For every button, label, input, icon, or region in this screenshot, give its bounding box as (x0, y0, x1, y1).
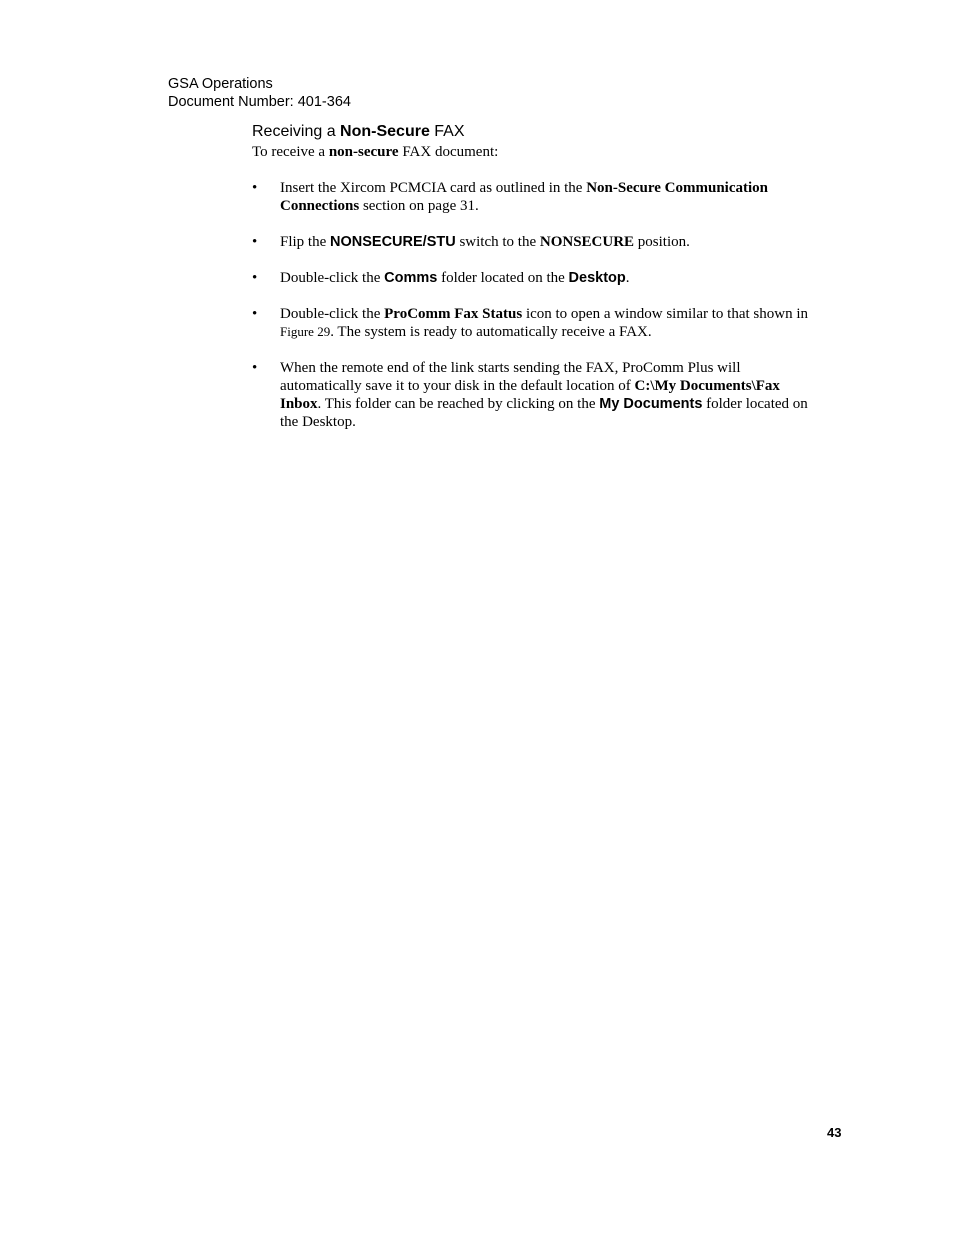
item-text: When the remote end of the link starts sending the FAX, ProComm Plus will automatically save it to your disk in the default location of (280, 360, 741, 394)
intro-text (252, 143, 498, 161)
item-text: Insert the Xircom PCMCIA card as outlined in the (280, 180, 587, 196)
figure-reference: Figure 29 (280, 324, 331, 339)
item-bold: Desktop (568, 270, 626, 286)
header-org: GSA Operations (168, 76, 273, 92)
bullet-icon: • (252, 234, 258, 250)
list-item (252, 305, 812, 341)
section-title-prefix: Receiving a (252, 123, 341, 140)
item-text: position. (634, 234, 690, 250)
section-title-suffix: FAX (429, 123, 465, 140)
header-document-number: Document Number: 401-364 (168, 94, 351, 110)
intro-prefix: To receive a (252, 144, 329, 160)
item-bold: NONSECURE/STU (330, 234, 456, 250)
item-text: section on page 31. (359, 198, 479, 214)
instruction-list (252, 179, 812, 449)
page-header (168, 75, 351, 111)
list-item (252, 269, 812, 287)
item-text: icon to open a window similar to that shown in (522, 306, 808, 322)
item-text: switch to the (455, 234, 540, 250)
item-text: . This folder can be reached by clicking on the (317, 396, 600, 412)
bullet-icon: • (252, 180, 258, 196)
item-text: folder located on the (437, 270, 569, 286)
bullet-icon: • (252, 306, 258, 322)
item-bold: NONSECURE (539, 234, 635, 250)
item-text: Double-click the (280, 270, 385, 286)
bullet-icon: • (252, 360, 258, 376)
section-title-bold: Non-Secure (340, 123, 430, 140)
list-item (252, 359, 812, 431)
item-text: . The system is ready to automatically receive a FAX. (330, 324, 652, 340)
item-bold: My Documents (599, 396, 703, 412)
intro-suffix: FAX document: (398, 144, 499, 160)
item-text: folder located on the Desktop. (280, 396, 808, 430)
item-text: Double-click the (280, 306, 385, 322)
item-bold: ProComm Fax Status (384, 306, 523, 322)
page-number: 43 (827, 1125, 842, 1140)
bullet-icon: • (252, 270, 258, 286)
item-text: . (625, 270, 630, 286)
section-title (252, 123, 465, 141)
item-bold: Non-Secure Communication Connections (280, 180, 769, 214)
list-item (252, 179, 812, 215)
intro-bold: non-secure (328, 144, 399, 160)
item-bold: Comms (384, 270, 438, 286)
item-text: Flip the (280, 234, 331, 250)
item-bold: C:\My Documents\Fax Inbox (280, 378, 780, 412)
list-item (252, 233, 812, 251)
